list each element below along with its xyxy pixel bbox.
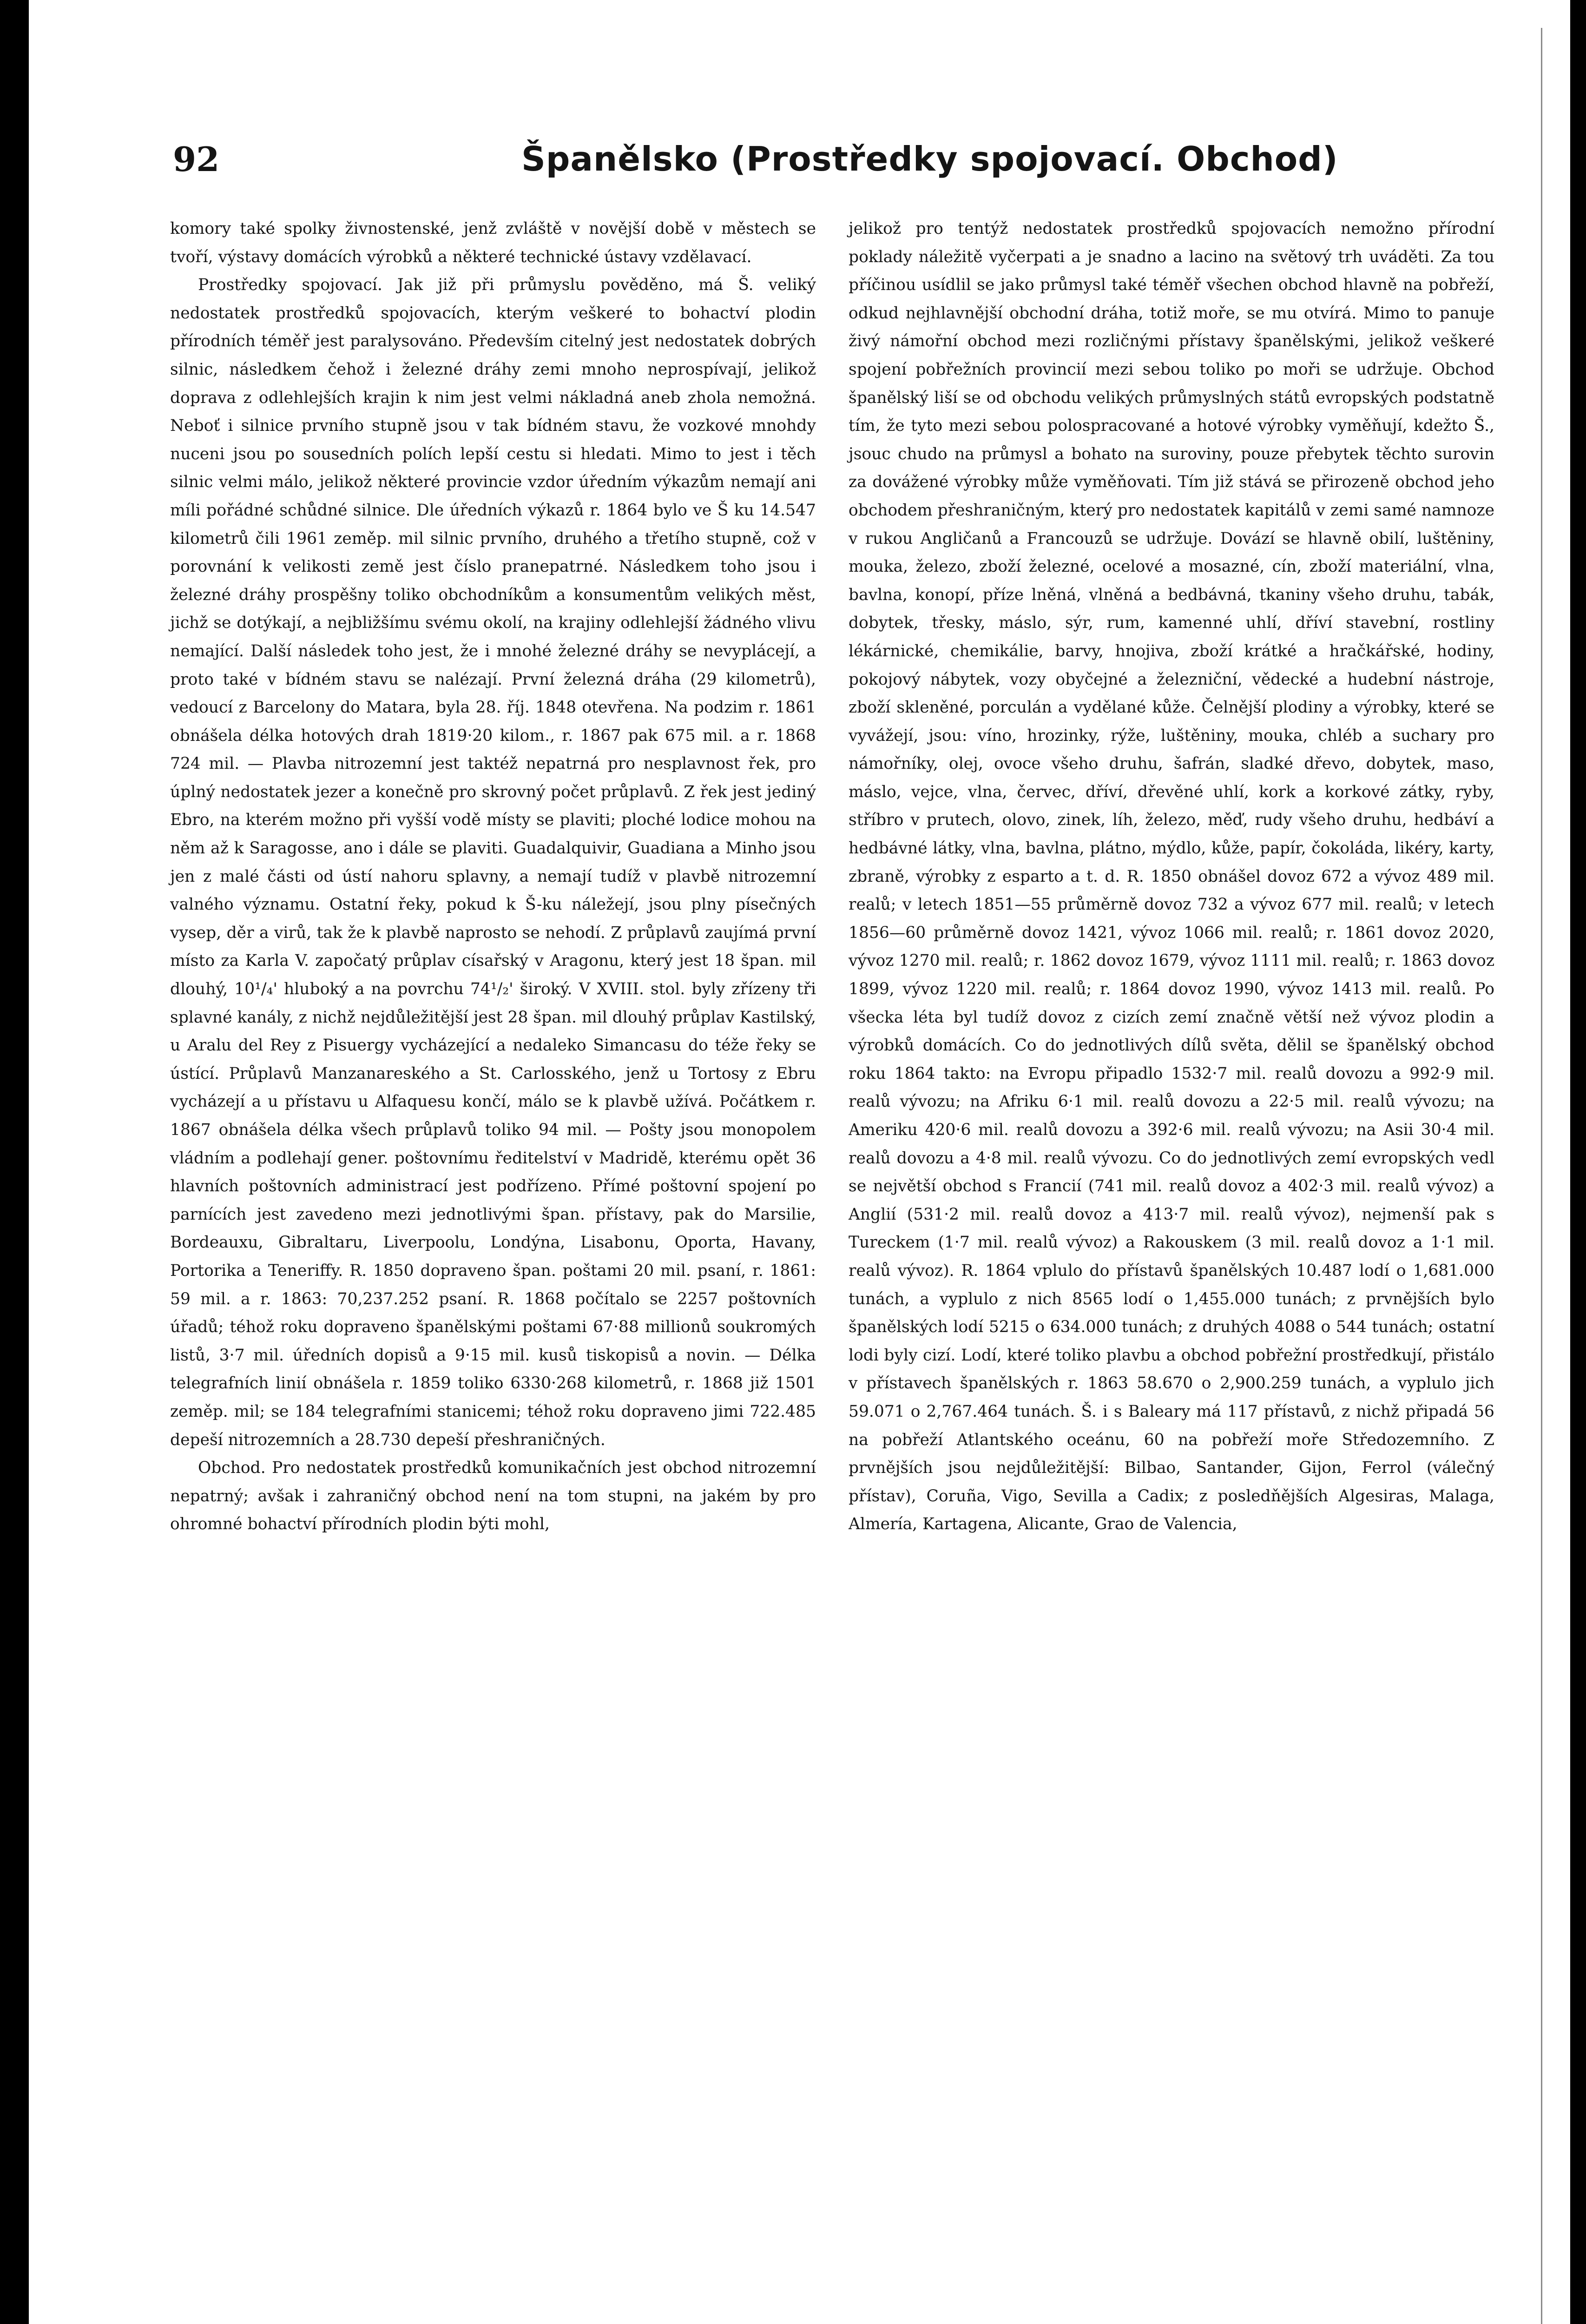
page-header xyxy=(173,139,1520,191)
scan-right-edge xyxy=(1570,0,1586,2324)
scan-binding-shadow xyxy=(0,0,29,2324)
paragraph: Prostředky spojovací. Jak již při průmyslu pověděno, má Š. veliký nedostatek prostředků spojovacích, kterým veškeré to bohactví plodin přírodních téměř jest paralysováno. Především citelný jest nedostatek dobrých silnic, následkem čehož i železné dráhy zemi mnoho neprospívají, jelikož doprava z odlehlejších krajin k nim jest velmi nákladná aneb zhola nemožná. Neboť i silnice prvního stupně jsou v tak bídném stavu, že vozkové mnohdy nuceni jsou po sousedních polích lepší cestu si hledati. Mimo to jest i těch silnic velmi málo, jelikož některé provincie vzdor úředním výkazům nemají ani míli pořádné schůdné silnice. Dle úředních výkazů r. 1864 bylo ve Š ku 14.547 kilometrů čili 1961 zeměp. mil silnic prvního, druhého a třetího stupně, což v porovnání k velikosti země jest číslo pranepatrné. Následkem toho jsou i železné dráhy prospěšny toliko obchodníkům a konsumentům velikých měst, jichž se dotýkají, a nejbližšímu svému okolí, na krajiny odlehlejší žádného vlivu nemající. Další následek toho jest, že i mnohé železné dráhy se nevyplácejí, a proto také v bídném stavu se nalézají. První železná dráha (29 kilometrů), vedoucí z Barcelony do Matara, byla 28. říj. 1848 otevřena. Na podzim r. 1861 obnášela délka hotových drah 1819·20 kilom., r. 1867 pak 675 mil. a r. 1868 724 mil. — Plavba nitrozemní jest taktéž nepatrná pro nesplavnost řek, pro úplný nedostatek jezer a konečně pro skrovný počet průplavů. Z řek jest jediný Ebro, na kterém možno při vyšší vodě místy se plaviti; ploché lodice mohou na něm až k Saragosse, ano i dále se plaviti. Guadalquivir, Guadiana a Minho jsou jen z malé části od ústí nahoru splavny, a nemají tudíž v plavbě nitrozemní valného významu. Ostatní řeky, pokud k Š-ku náležejí, jsou plny písečných vysep, děr a virů, tak že k plavbě naprosto se nehodí. Z průplavů zaujímá první místo za Karla V. započatý průplav císařský v Aragonu, který jest 18 špan. mil dlouhý, 10¹/₄' hluboký a na povrchu 74¹/₂' široký. V XVIII. stol. byly zřízeny tři splavné kanály, z nichž nejdůležitější jest 28 špan. mil dlouhý průplav Kastilský, u Aralu del Rey z Pisuergy vycházející a nedaleko Simancasu do téže řeky se ústící. Průplavů Manzanareského a St. Carlosského, jenž u Tortosy z Ebru vycházejí a u přístavu u Alfaquesu končí, málo se k plavbě užívá. Počátkem r. 1867 obnášela délka všech průplavů toliko 94 mil. — Pošty jsou monopolem vládním a podlehají gener. poštovnímu ředitelství v Madridě, kterému opět 36 hlavních poštovních administrací jest podřízeno. Přímé poštovní spojení po parnících jest zavedeno mezi jednotlivými špan. přístavy, pak do Marsilie, Bordeauxu, Gibraltaru, Liverpoolu, Londýna, Lisabonu, Oporta, Havany, Portorika a Teneriffy. R. 1850 dopraveno špan. poštami 20 mil. psaní, r. 1861: 59 mil. a r. 1863: 70,237.252 psaní. R. 1868 počítalo se 2257 poštovních úřadů; téhož roku dopraveno španělskými poštami 67·88 millionů soukromých listů, 3·7 mil. úředních dopisů a 9·15 mil. kusů tiskopisů a novin. — Délka telegrafních linií obnášela r. 1859 toliko 6330·268 kilometrů, r. 1868 již 1501 zeměp. mil; se 184 telegrafními stanicemi; téhož roku dopraveno jimi 722.485 depeší nitrozemních a 28.730 depeší přeshraničných. xyxy=(170,276,816,1449)
paragraph: komory také spolky živnostenské, jenž zvláště v novější době v městech se tvoří, výstavy domácích výrobků a některé technické ústavy vzdělavací. xyxy=(170,219,816,266)
page-title: Španělsko (Prostředky spojovací. Obchod) xyxy=(521,139,1338,178)
right-column xyxy=(849,215,1494,1538)
left-column xyxy=(170,215,816,1538)
scan-edge-line xyxy=(1541,28,1542,2324)
paragraph: Obchod. Pro nedostatek prostředků komunikačních jest obchod nitrozemní nepatrný; avšak i zahraničný obchod není na tom stupni, na jakém by pro ohromné bohactví přírodních plodin býti mohl, xyxy=(170,1459,816,1534)
paragraph: jelikož pro tentýž nedostatek prostředků spojovacích nemožno přírodní poklady náležitě vyčerpati a je snadno a lacino na světový trh uváděti. Za tou příčinou usídlil se jako průmysl také téměř všechen obchod hlavně na pobřeží, odkud nejhlavnější obchodní dráha, totiž moře, se mu otvírá. Mimo to panuje živý námořní obchod mezi rozličnými přístavy španělskými, jelikož veškeré spojení pobřežních provincií mezi sebou toliko po moři se udržuje. Obchod španělský liší se od obchodu velikých průmyslných států evropských podstatně tím, že tyto mezi sebou polospracované a hotové výrobky vyměňují, kdežto Š., jsouc chudo na průmysl a bohato na suroviny, pouze přebytek těchto surovin za dovážené výrobky může vyměňovati. Tím již stává se přirozeně obchod jeho obchodem přeshraničným, který pro nedostatek kapitálů v zemi samé namnoze v rukou Angličanů a Francouzů se udržuje. Dovází se hlavně obilí, luštěniny, mouka, železo, zboží železné, ocelové a mosazné, cín, zboží materiální, vlna, bavlna, konopí, příze lněná, vlněná a bedbávná, tkaniny všeho druhu, tabák, dobytek, třesky, máslo, sýr, rum, kamenné uhlí, dříví stavební, rostliny lékárnické, chemikálie, barvy, hnojiva, zboží krátké a hračkářské, hodiny, pokojový nábytek, vozy obyčejné a železniční, vědecké a hudební nástroje, zboží skleněné, porculán a vydělané kůže. Čelnější plodiny a výrobky, které se vyvážejí, jsou: víno, hrozinky, rýže, luštěniny, mouka, chléb a suchary pro námořníky, olej, ovoce všeho druhu, šafrán, sladké dřevo, dobytek, maso, máslo, vejce, vlna, červec, dříví, dřevěné uhlí, kork a korkové zátky, ryby, stříbro v prutech, olovo, zinek, líh, železo, měď, rudy všeho druhu, hedbáví a hedbávné látky, vlna, bavlna, plátno, mýdlo, kůže, papír, čokoláda, likéry, karty, zbraně, výrobky z esparto a t. d. R. 1850 obnášel dovoz 672 a vývoz 489 mil. realů; v letech 1851—55 průměrně dovoz 732 a vývoz 677 mil. realů; v letech 1856—60 průměrně dovoz 1421, vývoz 1066 mil. realů; r. 1861 dovoz 2020, vývoz 1270 mil. realů; r. 1862 dovoz 1679, vývoz 1111 mil. realů; r. 1863 dovoz 1899, vývoz 1220 mil. realů; r. 1864 dovoz 1990, vývoz 1413 mil. realů. Po všecka léta byl tudíž dovoz z cizích zemí značně větší než vývoz plodin a výrobků domácích. Co do jednotlivých dílů světa, dělil se španělský obchod roku 1864 takto: na Evropu připadlo 1532·7 mil. realů dovozu a 992·9 mil. realů vývozu; na Afriku 6·1 mil. realů dovozu a 22·5 mil. realů vývozu; na Ameriku 420·6 mil. realů dovozu a 392·6 mil. realů vývozu; na Asii 30·4 mil. realů dovozu a 4·8 mil. realů vývozu. Co do jednotlivých zemí evropských vedl se největší obchod s Francií (741 mil. realů dovoz a 402·3 mil. realů vývoz) a Anglií (531·2 mil. realů dovoz a 413·7 mil. realů vývoz), nejmenší pak s Tureckem (1·7 mil. realů vývoz) a Rakouskem (3 mil. realů dovoz a 1·1 mil. realů vývoz). R. 1864 vplulo do přístavů španělských 10.487 lodí o 1,681.000 tunách, a vyplulo z nich 8565 lodí o 1,455.000 tunách; z prvnějších bylo španělských lodí 5215 o 634.000 tunách; z druhých 4088 o 544 tunách; ostatní lodi byly cizí. Lodí, které toliko plavbu a obchod pobřežní prostředkují, přistálo v přístavech španělských r. 1863 58.670 o 2,900.259 tunách, a vyplulo jich 59.071 o 2,767.464 tunách. Š. i s Baleary má 117 přístavů, z nichž připadá 56 na pobřeží Atlantského oceánu, 60 na pobřeží moře Středozemního. Z prvnějších jsou nejdůležitější: Bilbao, Santander, Gijon, Ferrol (válečný přístav), Coruña, Vigo, Sevilla a Cadix; z posledňějších Algesiras, Malaga, Almería, Kartagena, Alicante, Grao de Valencia, xyxy=(849,219,1494,1534)
page-number: 92 xyxy=(173,139,220,179)
